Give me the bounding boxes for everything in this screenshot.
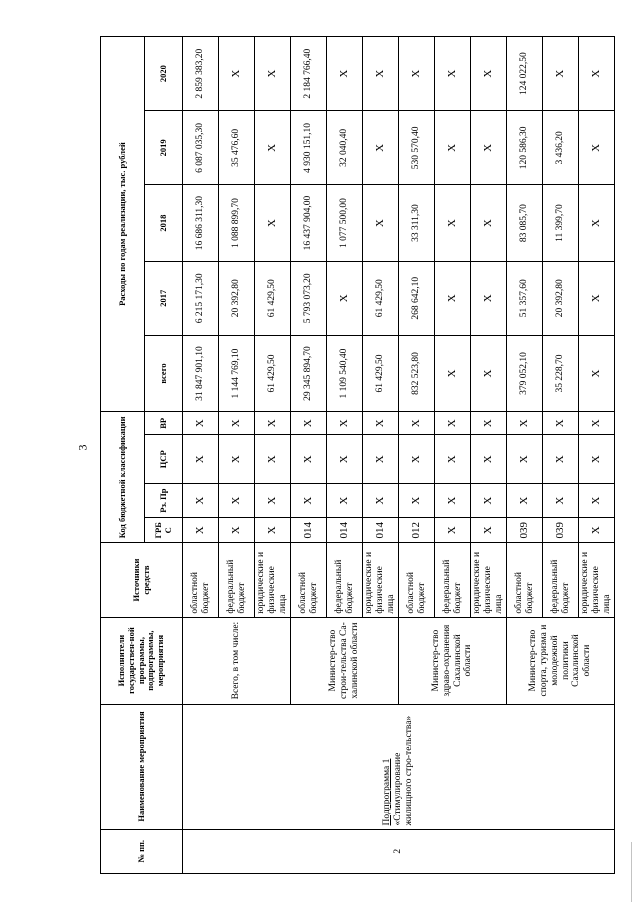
header-2018: 2018 <box>145 185 183 261</box>
total-cell: 379 052,10 <box>507 335 543 411</box>
y2017-cell: 20 392,80 <box>543 261 579 335</box>
y2020-cell: X <box>327 37 363 111</box>
rzpr-cell: X <box>399 484 435 518</box>
y2020-cell: X <box>399 37 435 111</box>
csr-cell: X <box>219 435 255 484</box>
y2020-cell: X <box>219 37 255 111</box>
executor-cell: Министер-ство строи-тельства Са-халинской области <box>291 617 399 704</box>
csr-cell: X <box>435 435 471 484</box>
header-2020: 2020 <box>145 37 183 111</box>
page-number: 3 <box>75 444 90 451</box>
y2018-cell: X <box>435 185 471 261</box>
program-title: «Стимулирование жилищного стро-тельства» <box>393 715 414 826</box>
row-number: 2 <box>183 829 615 873</box>
y2018-cell: 16 686 311,30 <box>183 185 219 261</box>
y2019-cell: X <box>579 111 615 185</box>
grbs-cell: 039 <box>507 518 543 543</box>
source-cell: юридические и физические лица <box>363 543 399 617</box>
y2017-cell: X <box>471 261 507 335</box>
vr-cell: X <box>579 412 615 435</box>
header-name: Наименование мероприятия <box>101 704 183 829</box>
y2017-cell: 268 642,10 <box>399 261 435 335</box>
y2017-cell: X <box>327 261 363 335</box>
source-cell: юридические и физические лица <box>579 543 615 617</box>
y2018-cell: 1 077 500,00 <box>327 185 363 261</box>
grbs-cell: X <box>471 518 507 543</box>
y2020-cell: 124 022,50 <box>507 37 543 111</box>
y2019-cell: X <box>435 111 471 185</box>
vr-cell: X <box>255 412 291 435</box>
y2017-cell: 51 357,60 <box>507 261 543 335</box>
y2017-cell: 61 429,50 <box>363 261 399 335</box>
source-cell: юридические и физические лица <box>471 543 507 617</box>
y2020-cell: 2 859 383,20 <box>183 37 219 111</box>
csr-cell: X <box>543 435 579 484</box>
csr-cell: X <box>579 435 615 484</box>
source-cell: федеральный бюджет <box>435 543 471 617</box>
csr-cell: X <box>183 435 219 484</box>
source-cell: юридические и физические лица <box>255 543 291 617</box>
csr-cell: X <box>363 435 399 484</box>
vr-cell: X <box>183 412 219 435</box>
y2019-cell: X <box>255 111 291 185</box>
csr-cell: X <box>507 435 543 484</box>
table-body <box>183 37 615 874</box>
rzpr-cell: X <box>507 484 543 518</box>
source-cell: федеральный бюджет <box>327 543 363 617</box>
header-grbs: ГРБ С <box>145 518 183 543</box>
csr-cell: X <box>255 435 291 484</box>
rzpr-cell: X <box>291 484 327 518</box>
vr-cell: X <box>291 412 327 435</box>
header-source: Источники средств <box>101 543 183 617</box>
header-expenses-group: Расходы по годам реализации, тыс. рублей <box>101 37 145 412</box>
rzpr-cell: X <box>435 484 471 518</box>
rzpr-cell: X <box>579 484 615 518</box>
total-cell: 35 228,70 <box>543 335 579 411</box>
total-cell: 31 847 901,10 <box>183 335 219 411</box>
y2019-cell: 530 570,40 <box>399 111 435 185</box>
vr-cell: X <box>327 412 363 435</box>
y2019-cell: 120 586,30 <box>507 111 543 185</box>
header-2019: 2019 <box>145 111 183 185</box>
vr-cell: X <box>471 412 507 435</box>
source-cell: областной бюджет <box>507 543 543 617</box>
y2019-cell: X <box>471 111 507 185</box>
y2020-cell: X <box>255 37 291 111</box>
y2019-cell: 3 436,20 <box>543 111 579 185</box>
rzpr-cell: X <box>327 484 363 518</box>
csr-cell: X <box>291 435 327 484</box>
y2020-cell: X <box>579 37 615 111</box>
y2018-cell: X <box>579 185 615 261</box>
source-cell: федеральный бюджет <box>219 543 255 617</box>
total-cell: 61 429,50 <box>363 335 399 411</box>
y2020-cell: X <box>435 37 471 111</box>
y2017-cell: 6 215 171,30 <box>183 261 219 335</box>
grbs-cell: 014 <box>327 518 363 543</box>
vr-cell: X <box>435 412 471 435</box>
total-cell: 832 523,80 <box>399 335 435 411</box>
y2020-cell: X <box>363 37 399 111</box>
y2017-cell: X <box>579 261 615 335</box>
grbs-cell: X <box>183 518 219 543</box>
rzpr-cell: X <box>219 484 255 518</box>
csr-cell: X <box>399 435 435 484</box>
y2019-cell: 35 476,60 <box>219 111 255 185</box>
grbs-cell: 039 <box>543 518 579 543</box>
vr-cell: X <box>399 412 435 435</box>
total-cell: X <box>579 335 615 411</box>
y2018-cell: 83 085,70 <box>507 185 543 261</box>
table-row <box>183 37 219 874</box>
y2018-cell: 16 437 904,00 <box>291 185 327 261</box>
header-total: всего <box>145 335 183 411</box>
y2020-cell: X <box>471 37 507 111</box>
program-name-cell <box>183 704 615 829</box>
source-cell: областной бюджет <box>291 543 327 617</box>
y2020-cell: 2 184 766,40 <box>291 37 327 111</box>
grbs-cell: X <box>255 518 291 543</box>
csr-cell: X <box>471 435 507 484</box>
total-cell: X <box>435 335 471 411</box>
executor-cell: Министер-ство здраво-охранения Сахалинской области <box>399 617 507 704</box>
vr-cell: X <box>507 412 543 435</box>
csr-cell: X <box>327 435 363 484</box>
header-rzpr: Рз. Пр <box>145 484 183 518</box>
grbs-cell: X <box>435 518 471 543</box>
source-cell: областной бюджет <box>399 543 435 617</box>
total-cell: 1 144 769,10 <box>219 335 255 411</box>
source-cell: федеральный бюджет <box>543 543 579 617</box>
scan-edge-mark <box>629 842 632 902</box>
y2018-cell: 33 311,30 <box>399 185 435 261</box>
rzpr-cell: X <box>183 484 219 518</box>
vr-cell: X <box>543 412 579 435</box>
rzpr-cell: X <box>471 484 507 518</box>
header-code-group: Код бюджетной классификации <box>101 412 145 543</box>
y2017-cell: 20 392,80 <box>219 261 255 335</box>
total-cell: 61 429,50 <box>255 335 291 411</box>
rzpr-cell: X <box>363 484 399 518</box>
y2018-cell: X <box>363 185 399 261</box>
vr-cell: X <box>363 412 399 435</box>
header-executor: Исполнители государствен-ной программы, подпрограммы, мероприятия <box>101 617 183 704</box>
y2019-cell: 32 040,40 <box>327 111 363 185</box>
grbs-cell: 012 <box>399 518 435 543</box>
y2019-cell: 6 087 035,30 <box>183 111 219 185</box>
header-num: № пп. <box>101 829 183 873</box>
rzpr-cell: X <box>255 484 291 518</box>
header-vr: ВР <box>145 412 183 435</box>
y2019-cell: X <box>363 111 399 185</box>
y2018-cell: X <box>255 185 291 261</box>
executor-cell: Всего, в том числе: <box>183 617 291 704</box>
grbs-cell: X <box>579 518 615 543</box>
expenses-table <box>100 36 615 874</box>
total-cell: 29 345 894,70 <box>291 335 327 411</box>
y2018-cell: 11 399,70 <box>543 185 579 261</box>
rotated-table-container <box>100 36 610 874</box>
rzpr-cell: X <box>543 484 579 518</box>
y2017-cell: 5 793 073,20 <box>291 261 327 335</box>
y2020-cell: X <box>543 37 579 111</box>
source-cell: областной бюджет <box>183 543 219 617</box>
grbs-cell: 014 <box>363 518 399 543</box>
y2019-cell: 4 930 151,10 <box>291 111 327 185</box>
total-cell: 1 109 540,40 <box>327 335 363 411</box>
y2018-cell: 1 088 899,70 <box>219 185 255 261</box>
header-csr: ЦСР <box>145 435 183 484</box>
y2017-cell: 61 429,50 <box>255 261 291 335</box>
y2017-cell: X <box>435 261 471 335</box>
grbs-cell: 014 <box>291 518 327 543</box>
total-cell: X <box>471 335 507 411</box>
vr-cell: X <box>219 412 255 435</box>
header-2017: 2017 <box>145 261 183 335</box>
grbs-cell: X <box>219 518 255 543</box>
y2018-cell: X <box>471 185 507 261</box>
executor-cell: Министер-ство спорта, туризма и молодежной политики Сахалинской области <box>507 617 615 704</box>
program-link[interactable]: Подпрограмма 1 <box>382 758 393 826</box>
